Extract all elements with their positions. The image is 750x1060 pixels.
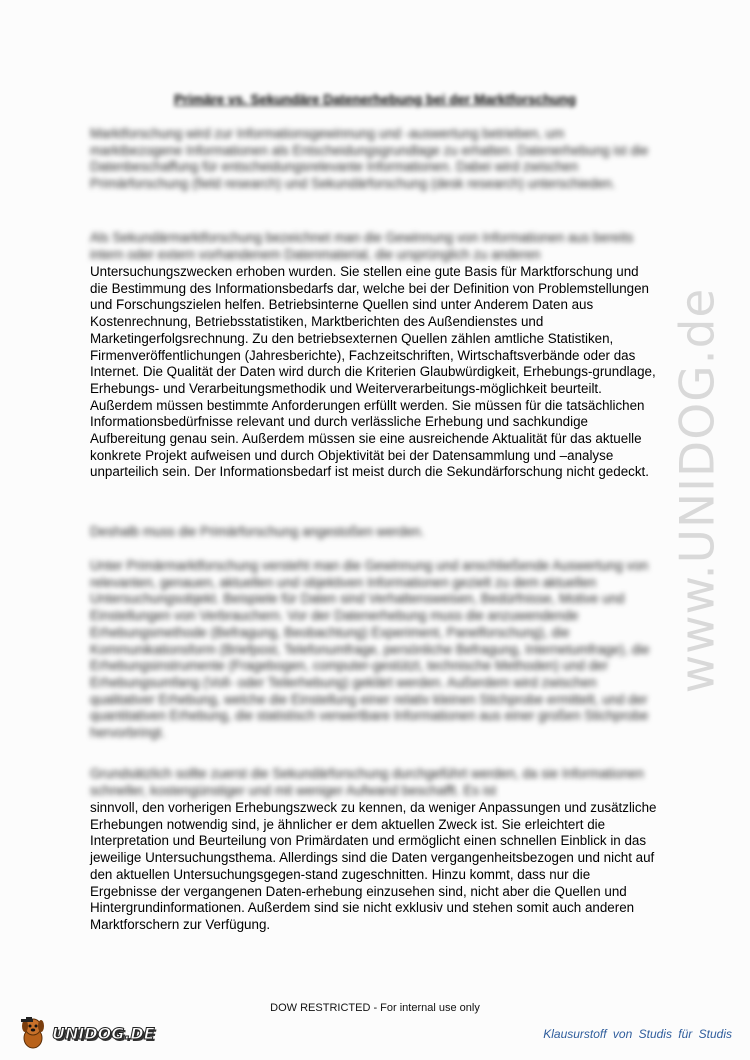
footer-tagline: Klausurstoff von Studis für Studis: [543, 1027, 732, 1041]
watermark-text: www.UNIDOG.de: [670, 287, 726, 693]
document-title: Primäre vs. Sekundäre Datenerhebung bei der Marktforschung: [173, 92, 577, 107]
paragraph-secondary-blurred-lead: Als Sekundärmarktforschung bezeichnet man die Gewinnung von Informationen aus bereits intern oder extern vorhandenem Datenmaterial, die ursprünglich zu anderen: [90, 230, 634, 262]
watermark: [650, 250, 746, 730]
footer-restriction: DOW RESTRICTED - For internal use only: [270, 1002, 480, 1014]
paragraph-comparison-blurred-lead: Grundsätzlich sollte zuerst die Sekundärforschung durchgeführt werden, da sie Informationen schneller, kostengünstiger und mit weniger Aufwand beschafft. Es ist: [90, 766, 644, 798]
logo-text: UNIDOG.DE: [52, 1023, 155, 1043]
paragraph-intro-blurred: Marktforschung wird zur Informationsgewinnung und -auswertung betrieben, um marktbezogene Informationen als Entscheidungsgrundlage zu erhalten. Datenerhebung ist die Datenbeschaffung für entscheidungsrelevante Informationen. Dabei wird zwischen Primärforschung (field research) und Sekundärforschung (desk research) unterschieden.: [90, 126, 649, 192]
paragraph-comparison: sinnvoll, den vorherigen Erhebungszweck zu kennen, da weniger Anpassungen und zusätzliche Erhebungen notwendig sind, je ähnlicher er dem aktuellen Zweck ist. Sie erleichtert die Interpretation und Beurteilung von Primärdaten und ermöglicht einen schnellen Einblick in das jeweilige Untersuchungsthema. Allerdings sind die Daten vergangenheitsbezogen und nicht auf den aktuellen Untersuchungsgegen-stand zugeschnitten. Hinzu kommt, dass nur die Ergebnisse der vergangenen Daten-erhebung einzusehen sind, nicht aber die Quellen und Hintergrundinformationen. Außerdem sind sie nicht exklusiv und stehen somit auch anderen Marktforschern zur Verfügung.: [90, 800, 657, 932]
paragraph-primary-blurred: Unter Primärmarktforschung versteht man die Gewinnung und anschließende Auswertung von relevanten, genauen, aktuellen und objektiven Informationen gezielt zu dem aktuellen Untersuchungsobjekt. Beispiele für Daten sind Verhaltensweisen, Bedürfnisse, Motive und Einstellungen von Verbrauchern. Vor der Datenerhebung muss die anzuwendende Erhebungsmethode (Befragung, Beobachtung) Experiment, Panelforschung), die Kommunikationsform (Briefpost, Telefonumfrage, persönliche Befragung, Internetumfrage), die Erhebungsinstrumente (Fragebogen, computer-gestützt, technische Methoden) und der Erhebungsumfang (Voll- oder Teilerhebung) geklärt werden. Außerdem wird zwischen qualitativer Erhebung, welche die Einstellung einer relativ kleinen Stichprobe ermittelt, und der quantitativen Erhebung, die statistisch verwertbare Informationen aus einer großen Stichprobe hervorbringt.: [90, 558, 650, 741]
dog-mascot-icon: [18, 1016, 48, 1050]
unidog-logo: [18, 1013, 155, 1053]
paragraph-secondary-blurred-tail: Deshalb muss die Primärforschung angestoßen werden.: [90, 524, 425, 539]
paragraph-secondary-research: Untersuchungszwecken erhoben wurden. Sie stellen eine gute Basis für Marktforschung und die Bestimmung des Informationsbedarfs dar, welche bei der Definition von Problemstellungen und Forschungszielen helfen. Betriebsinterne Quellen sind unter Anderem Daten aus Kostenrechnung, Betriebsstatistiken, Marktberichten des Außendienstes und Marketingerfolgsrechnung. Zu den betriebsexternen Quellen zählen amtliche Statistiken, Firmenveröffentlichungen (Jahresberichte), Fachzeitschriften, Wirtschaftsverbände oder das Internet. Die Qualität der Daten wird durch die Kriterien Glaubwürdigkeit, Erhebungs-grundlage, Erhebungs- und Verarbeitungsmethodik und Weiterverarbeitungs-möglichkeit beurteilt. Außerdem müssen bestimmte Anforderungen erfüllt werden. Sie müssen für die tatsächlichen Informationsbedürfnisse relevant und durch verlässliche Erhebung und sachkundige Aufbereitung genau sein. Außerdem müssen sie eine ausreichende Aktualität für das aktuelle konkrete Projekt aufweisen und durch Objektivität bei der Datensammlung und –analyse unparteilich sein. Der Informationsbedarf ist meist durch die Sekundärforschung nicht gedeckt.: [90, 264, 656, 480]
